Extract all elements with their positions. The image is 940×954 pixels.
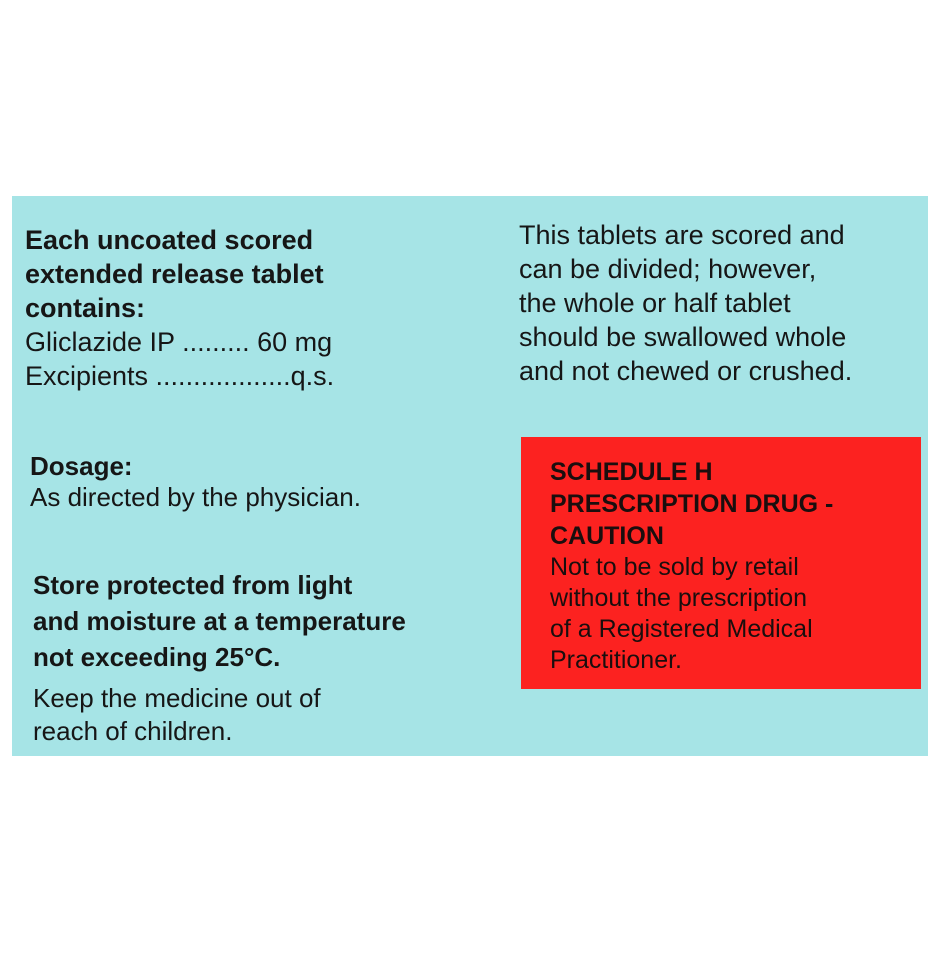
- schedule-heading-line-2: PRESCRIPTION DRUG -: [550, 490, 834, 518]
- reach-line-1: Keep the medicine out of: [33, 683, 321, 713]
- ingredient-gliclazide: Gliclazide IP ......... 60 mg: [25, 327, 333, 357]
- scoring-note-line-5: and not chewed or crushed.: [519, 356, 853, 386]
- scoring-note-section: [519, 218, 852, 388]
- dosage-heading: Dosage:: [30, 451, 133, 481]
- schedule-body-line-2: without the prescription: [550, 584, 808, 612]
- schedule-heading-line-1: SCHEDULE H: [550, 458, 713, 486]
- storage-line-1: Store protected from light: [33, 570, 353, 600]
- scoring-note-line-2: can be divided; however,: [519, 254, 817, 284]
- medicine-label-card: [12, 196, 928, 756]
- scoring-note-line-1: This tablets are scored and: [519, 220, 845, 250]
- schedule-h-warning-box: [521, 437, 921, 689]
- storage-section: [33, 567, 406, 675]
- composition-heading-line-2: extended release tablet: [25, 259, 324, 289]
- schedule-body-line-3: of a Registered Medical: [550, 615, 813, 643]
- schedule-body-line-4: Practitioner.: [550, 646, 683, 674]
- scoring-note-line-4: should be swallowed whole: [519, 322, 847, 352]
- storage-line-2: and moisture at a temperature: [33, 606, 406, 636]
- dosage-section: [30, 451, 361, 513]
- composition-section: [25, 223, 334, 393]
- schedule-body-line-1: Not to be sold by retail: [550, 553, 799, 581]
- storage-line-3: not exceeding 25°C.: [33, 642, 281, 672]
- keep-out-of-reach-section: [33, 682, 321, 748]
- composition-heading-line-1: Each uncoated scored: [25, 225, 314, 255]
- ingredient-excipients: Excipients ..................q.s.: [25, 361, 335, 391]
- reach-line-2: reach of children.: [33, 716, 233, 746]
- dosage-text: As directed by the physician.: [30, 482, 361, 512]
- schedule-heading-line-3: CAUTION: [550, 522, 664, 550]
- composition-heading-line-3: contains:: [25, 293, 146, 323]
- scoring-note-line-3: the whole or half tablet: [519, 288, 791, 318]
